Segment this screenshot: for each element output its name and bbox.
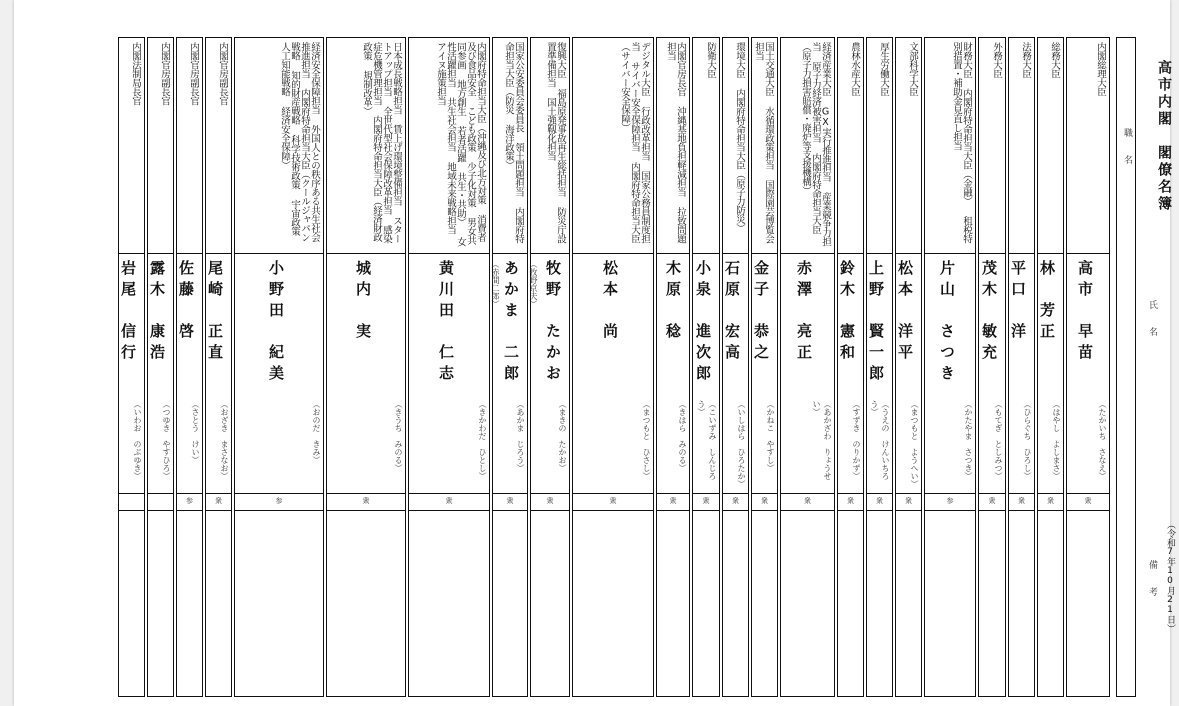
minister-column (1066, 37, 1110, 697)
table-rule (723, 253, 748, 254)
minister-reading: （いわお のぶゆき） (133, 400, 142, 480)
table-rule (531, 510, 569, 511)
minister-post: 内閣総理大臣 (1095, 42, 1106, 96)
table-rule (781, 510, 834, 511)
table-rule (177, 493, 202, 494)
minister-column (1037, 37, 1064, 697)
minister-house: 衆 (506, 497, 514, 505)
minister-reading: （おざき まさなお） (220, 400, 229, 480)
minister-reading: （きうち みのる） (394, 400, 403, 472)
minister-house: 衆 (761, 497, 768, 505)
table-rule (867, 510, 892, 511)
table-rule (979, 253, 1005, 254)
table-rule (979, 493, 1005, 494)
minister-column (492, 37, 528, 697)
minister-column (837, 37, 864, 697)
date-note: （令和7年10月21日） (1165, 520, 1175, 633)
minister-column (118, 37, 145, 697)
minister-house: 衆 (445, 497, 453, 505)
minister-post: 日本成長戦略担当 賃上げ環境整備担当 スタートアップ担当 全世代型社会保障改革担当 感染症危機管理担当 内閣府特命担当大臣（経済財政政策 規制改革） (361, 42, 402, 243)
minister-column (572, 37, 654, 697)
minister-reading: （おのだ きみ） (312, 400, 321, 464)
table-rule (867, 493, 892, 494)
minister-post: 環境大臣 内閣府特命担当大臣（原子力防災） (734, 42, 745, 233)
table-rule (925, 510, 975, 511)
table-rule (1067, 493, 1109, 494)
table-rule (493, 253, 527, 254)
table-rule (119, 493, 144, 494)
minister-name: 佐藤 啓 (177, 260, 195, 344)
minister-column (978, 37, 1006, 697)
table-rule (119, 510, 144, 511)
table-rule (752, 510, 777, 511)
table-rule (327, 510, 405, 511)
minister-house: 衆 (988, 497, 996, 505)
minister-column (234, 37, 324, 697)
minister-house: 参 (186, 497, 193, 505)
minister-post: 総務大臣 (1049, 42, 1060, 78)
table-rule (327, 493, 405, 494)
minister-column (866, 37, 893, 697)
table-rule (693, 253, 719, 254)
table-rule (573, 493, 653, 494)
minister-name: 小泉 進次郎 (694, 260, 712, 386)
minister-name: 松本 洋平 (896, 260, 914, 365)
minister-column (326, 37, 406, 697)
table-rule (838, 253, 863, 254)
table-rule (693, 510, 719, 511)
minister-house: 衆 (609, 497, 617, 505)
minister-reading: （うえの けんいちろう） (870, 400, 890, 480)
table-rule (1067, 510, 1109, 511)
table-rule (896, 253, 921, 254)
minister-house: 衆 (876, 497, 883, 505)
table-rule (723, 510, 748, 511)
minister-house: 衆 (1018, 497, 1025, 505)
minister-house: 参 (275, 497, 283, 505)
minister-column (176, 37, 203, 697)
minister-reading: （かねこ やすし） (766, 400, 775, 472)
minister-post: 財務大臣 内閣府特命担当大臣（金融） 租税特別措置・補助金見直し担当 (951, 42, 972, 243)
table-rule (752, 493, 777, 494)
table-rule (177, 510, 202, 511)
table-rule (148, 253, 173, 254)
minister-house: 衆 (669, 497, 677, 505)
minister-name: 城内 実 (354, 260, 372, 344)
minister-column (408, 37, 490, 697)
table-rule (1067, 253, 1109, 254)
minister-house: 衆 (546, 497, 554, 505)
table-rule (838, 510, 863, 511)
table-rule (409, 493, 489, 494)
table-rule (409, 253, 489, 254)
minister-post: 文部科学大臣 (907, 42, 918, 96)
minister-post: 内閣官房長官 沖縄基地負担軽減担当 拉致問題担当 (665, 42, 686, 243)
minister-reading: （まつもと ようへい） (910, 400, 919, 488)
minister-reading: （すずき のりかず） (852, 400, 861, 480)
minister-house: 衆 (702, 497, 710, 505)
minister-table (36, 37, 1132, 697)
minister-post: 復興大臣 福島原発事故再生総括担当 防災庁設置準備担当 国土強靱化担当 (545, 42, 566, 243)
table-rule (206, 253, 231, 254)
minister-alias: （牧野京夫） (529, 260, 538, 308)
table-rule (573, 253, 653, 254)
document-title: 高市内閣 閣僚名簿 (1156, 60, 1172, 213)
minister-post: 内閣法制局長官 (130, 42, 141, 105)
minister-column (692, 37, 720, 697)
table-rule (896, 493, 921, 494)
table-rule (1038, 510, 1063, 511)
minister-house: 衆 (847, 497, 854, 505)
minister-name: 黄川田 仁志 (437, 260, 455, 386)
minister-house: 衆 (905, 497, 912, 505)
minister-reading: （まつもと ひさし） (642, 400, 651, 480)
table-rule (1038, 253, 1063, 254)
table-rule (235, 493, 323, 494)
minister-post: 内閣官房副長官 (159, 42, 170, 105)
minister-post: 国土交通大臣 水循環政策担当 国際園芸博覧会担当 (753, 42, 774, 243)
minister-post: 法務大臣 (1020, 42, 1031, 78)
minister-reading: （はやし よしまさ） (1052, 400, 1061, 480)
minister-column (205, 37, 232, 697)
minister-post: 外務大臣 (991, 42, 1002, 78)
table-rule (177, 253, 202, 254)
table-rule (119, 253, 144, 254)
minister-name: 木原 稔 (664, 260, 682, 344)
table-rule (657, 493, 689, 494)
table-rule (409, 510, 489, 511)
table-rule (573, 510, 653, 511)
header-name: 氏 名 (1147, 300, 1157, 336)
minister-name: 石原 宏高 (723, 260, 741, 365)
minister-name: 松本 尚 (601, 260, 619, 344)
minister-name: 平口 洋 (1009, 260, 1027, 344)
minister-post: 内閣官房副長官 (217, 42, 228, 105)
minister-house: 衆 (215, 497, 222, 505)
minister-house: 衆 (804, 497, 811, 505)
table-rule (896, 510, 921, 511)
minister-house: 衆 (362, 497, 370, 505)
header-post: 職 名 (1122, 128, 1132, 164)
table-rule (235, 510, 323, 511)
minister-name: 林 芳正 (1038, 260, 1056, 344)
minister-post: 内閣官房副長官 (188, 42, 199, 105)
minister-post: 厚生労働大臣 (878, 42, 889, 96)
table-rule (1038, 493, 1063, 494)
minister-reading: （こいずみ しんじろう） (697, 400, 717, 480)
minister-reading: （かたやま さつき） (964, 400, 973, 480)
table-rule (723, 493, 748, 494)
minister-post: 経済安全保障担当 外国人との秩序ある共生社会推進担当 内閣府特命担当大臣（クールジャパン戦略 知的財産戦略 科学技術政策 宇宙政策 人工知能戦略 経済安全保障） (279, 42, 320, 242)
minister-alias: （赤間二郎） (491, 260, 500, 308)
table-rule (693, 493, 719, 494)
minister-name: 露木 康浩 (148, 260, 166, 365)
minister-post: 農林水産大臣 (849, 42, 860, 96)
table-rule (206, 510, 231, 511)
table-rule (493, 493, 527, 494)
table-rule (493, 510, 527, 511)
minister-house: 衆 (1084, 497, 1092, 505)
minister-column (722, 37, 749, 697)
minister-post: デジタル大臣 行政改革担当 国家公務員制度担当 サイバー安全保障担当 内閣府特命担当大臣（サイバー安全保障） (619, 42, 650, 243)
minister-reading: （あかざわ りょうせい） (812, 400, 832, 480)
header-column (1116, 37, 1136, 697)
minister-reading: （もてぎ としみつ） (994, 400, 1003, 480)
table-rule (979, 510, 1005, 511)
minister-reading: （いしはら ひろたか） (737, 400, 746, 488)
minister-house: 参 (946, 497, 954, 505)
minister-reading: （ひらぐち ひろし） (1023, 400, 1032, 480)
table-rule (148, 493, 173, 494)
minister-name: 赤澤 亮正 (795, 260, 813, 365)
table-rule (838, 493, 863, 494)
minister-reading: （きはら みのる） (678, 400, 687, 472)
table-rule (1009, 493, 1034, 494)
minister-column (924, 37, 976, 697)
table-rule (1009, 510, 1034, 511)
minister-column (751, 37, 778, 697)
minister-name: 鈴木 憲和 (838, 260, 856, 365)
minister-column (656, 37, 690, 697)
minister-name: 金子 恭之 (752, 260, 770, 365)
minister-column (780, 37, 835, 697)
minister-name: 高市 早苗 (1076, 260, 1094, 365)
table-rule (752, 253, 777, 254)
minister-name: 小野田 紀美 (267, 260, 285, 386)
table-rule (781, 253, 834, 254)
minister-name: 尾崎 正直 (206, 260, 224, 365)
table-rule (235, 253, 323, 254)
minister-reading: （たかいち さなえ） (1098, 400, 1107, 480)
minister-name: 牧野 たかお (544, 260, 562, 386)
minister-post: 経済産業大臣 GX実行推進担当 産業競争力担当 原子力経済被害担当 内閣府特命担当大臣（原子力損害賠償・廃炉等支援機構） (800, 42, 831, 246)
minister-house: 衆 (1047, 497, 1054, 505)
table-rule (1009, 253, 1034, 254)
minister-column (895, 37, 922, 697)
table-rule (531, 253, 569, 254)
minister-name: 茂木 敏充 (980, 260, 998, 365)
minister-column (147, 37, 174, 697)
table-rule (781, 493, 834, 494)
table-rule (657, 253, 689, 254)
table-rule (657, 510, 689, 511)
table-rule (925, 253, 975, 254)
minister-column (530, 37, 570, 697)
minister-house: 衆 (732, 497, 739, 505)
document-page (14, 0, 1175, 706)
minister-name: 片山 さつき (938, 260, 956, 386)
table-rule (531, 493, 569, 494)
minister-name: 上野 賢一郎 (867, 260, 885, 386)
table-rule (327, 253, 405, 254)
table-rule (206, 493, 231, 494)
header-remarks: 備 考 (1147, 560, 1157, 596)
minister-name: あかま 二郎 (502, 260, 520, 386)
minister-name: 岩尾 信行 (119, 260, 137, 365)
minister-reading: （さとう けい） (191, 400, 200, 464)
minister-post: 国家公安委員会委員長 領土問題担当 内閣府特命担当大臣（防災 海洋政策） (503, 42, 524, 243)
minister-reading: （つゆき やすひろ） (162, 400, 171, 480)
minister-reading: （きかわだ ひとし） (478, 400, 487, 480)
minister-column (1008, 37, 1035, 697)
table-rule (867, 253, 892, 254)
minister-post: 防衛大臣 (705, 42, 716, 78)
table-rule (148, 510, 173, 511)
minister-post: 内閣府特命担当大臣（沖縄及び北方対策 消費者及び食品安全 こども政策 少子化対策 男女共同参画 地方創生 若者活躍 共生・共助） 女性活躍担当 共生社会担当 地域未来戦略担当 アイヌ施策担当 (435, 42, 486, 246)
table-rule (925, 493, 975, 494)
minister-reading: （まきの たかお） (558, 400, 567, 472)
minister-reading: （あかま じろう） (516, 400, 525, 472)
